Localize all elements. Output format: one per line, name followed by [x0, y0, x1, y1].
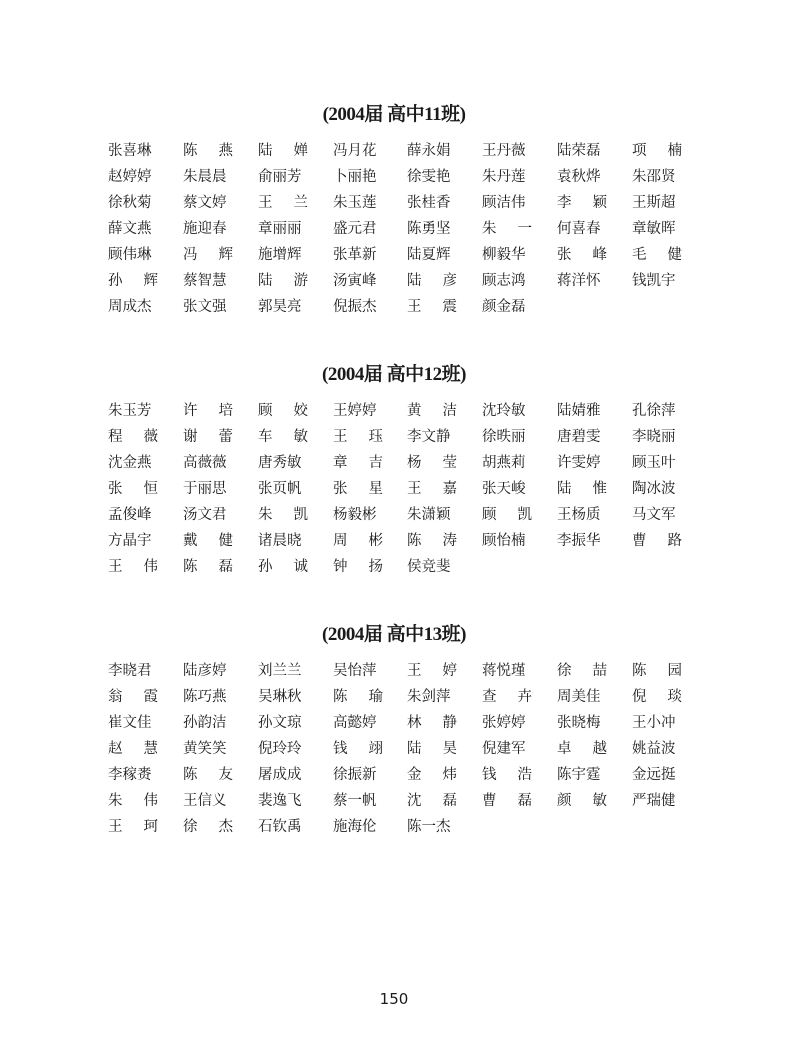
section-title: (2004届 高中11班)	[322, 104, 466, 125]
student-name: 唐碧雯	[557, 429, 601, 445]
student-name: 王 珂	[108, 819, 158, 835]
student-name: 朱剑萍	[407, 689, 451, 705]
student-name: 方晶宇	[108, 533, 152, 549]
student-name: 张晓梅	[557, 715, 601, 731]
student-name: 倪振杰	[333, 299, 377, 315]
student-name: 陆 婵	[258, 143, 308, 159]
student-name: 陆夏辉	[407, 247, 451, 263]
student-name: 周成杰	[108, 299, 152, 315]
student-name: 刘兰兰	[258, 663, 302, 679]
name-row	[108, 791, 708, 817]
name-row	[108, 141, 708, 167]
student-name: 裴逸飞	[258, 793, 302, 809]
student-name: 张婷婷	[482, 715, 526, 731]
student-name: 翁 霞	[108, 689, 158, 705]
student-name: 周 彬	[333, 533, 383, 549]
student-name: 陶冰波	[632, 481, 676, 497]
student-name: 马文军	[632, 507, 676, 523]
student-name: 张喜琳	[108, 143, 152, 159]
student-name: 张 峰	[557, 247, 607, 263]
student-name: 戴 健	[183, 533, 233, 549]
student-name: 金远挺	[632, 767, 676, 783]
name-row	[108, 531, 708, 557]
student-name: 章敏晖	[632, 221, 676, 237]
student-name: 黄 洁	[407, 403, 457, 419]
name-row	[108, 713, 708, 739]
student-name: 朱邵贤	[632, 169, 676, 185]
student-name: 陆荣磊	[557, 143, 601, 159]
student-name: 卜丽艳	[333, 169, 377, 185]
student-name: 陆 惟	[557, 481, 607, 497]
student-name: 许雯婷	[557, 455, 601, 471]
student-name: 高薇薇	[183, 455, 227, 471]
student-name: 李晓君	[108, 663, 152, 679]
student-name: 沈金燕	[108, 455, 152, 471]
student-name: 朱 凯	[258, 507, 308, 523]
student-name: 崔文佳	[108, 715, 152, 731]
student-name: 徐 杰	[183, 819, 233, 835]
student-name: 孙文琼	[258, 715, 302, 731]
name-row	[108, 427, 708, 453]
name-row	[108, 687, 708, 713]
student-name: 施海伦	[333, 819, 377, 835]
student-name: 倪建军	[482, 741, 526, 757]
name-row	[108, 557, 708, 583]
student-name: 俞丽芳	[258, 169, 302, 185]
student-name: 蔡一帆	[333, 793, 377, 809]
student-name: 杨毅彬	[333, 507, 377, 523]
student-name: 张天峻	[482, 481, 526, 497]
student-name: 吴怡萍	[333, 663, 377, 679]
name-grid	[108, 141, 708, 323]
student-name: 杨 莹	[407, 455, 457, 471]
student-name: 石钦禹	[258, 819, 302, 835]
name-row	[108, 765, 708, 791]
student-name: 陈巧燕	[183, 689, 227, 705]
name-row	[108, 817, 708, 843]
student-name: 林 静	[407, 715, 457, 731]
student-name: 程 薇	[108, 429, 158, 445]
student-name: 王杨质	[557, 507, 601, 523]
student-name: 屠成成	[258, 767, 302, 783]
student-name: 顾 凯	[482, 507, 532, 523]
student-name: 薛永娟	[407, 143, 451, 159]
student-name: 王 兰	[258, 195, 308, 211]
student-name: 沈 磊	[407, 793, 457, 809]
student-name: 钱凯宇	[632, 273, 676, 289]
student-name: 陆彦婷	[183, 663, 227, 679]
student-name: 朱玉莲	[333, 195, 377, 211]
student-name: 蔡智慧	[183, 273, 227, 289]
name-row	[108, 193, 708, 219]
student-name: 唐秀敏	[258, 455, 302, 471]
student-name: 颜金磊	[482, 299, 526, 315]
student-name: 朱潇颖	[407, 507, 451, 523]
student-name: 周美佳	[557, 689, 601, 705]
student-name: 陆 游	[258, 273, 308, 289]
student-name: 项 楠	[632, 143, 682, 159]
student-name: 孔徐萍	[632, 403, 676, 419]
student-name: 李文静	[407, 429, 451, 445]
student-name: 张桂香	[407, 195, 451, 211]
student-name: 柳毅华	[482, 247, 526, 263]
student-name: 张文强	[183, 299, 227, 315]
student-name: 王信义	[183, 793, 227, 809]
student-name: 高懿婷	[333, 715, 377, 731]
student-name: 孙 辉	[108, 273, 158, 289]
student-name: 陆 彦	[407, 273, 457, 289]
student-name: 袁秋烨	[557, 169, 601, 185]
student-name: 徐雯艳	[407, 169, 451, 185]
student-name: 颜 敏	[557, 793, 607, 809]
student-name: 诸晨晓	[258, 533, 302, 549]
student-name: 钱 浩	[482, 767, 532, 783]
student-name: 陈宇霆	[557, 767, 601, 783]
student-name: 张革新	[333, 247, 377, 263]
name-row	[108, 219, 708, 245]
name-row	[108, 401, 708, 427]
student-name: 郭昊亮	[258, 299, 302, 315]
student-name: 顾 姣	[258, 403, 308, 419]
student-name: 顾伟琳	[108, 247, 152, 263]
student-name: 姚益波	[632, 741, 676, 757]
student-name: 金 炜	[407, 767, 457, 783]
student-name: 施增辉	[258, 247, 302, 263]
name-row	[108, 739, 708, 765]
student-name: 侯竞斐	[407, 559, 451, 575]
student-name: 朱丹莲	[482, 169, 526, 185]
student-name: 钟 扬	[333, 559, 383, 575]
name-row	[108, 245, 708, 271]
student-name: 朱玉芳	[108, 403, 152, 419]
student-name: 孟俊峰	[108, 507, 152, 523]
student-name: 汤寅峰	[333, 273, 377, 289]
student-name: 蔡文婷	[183, 195, 227, 211]
student-name: 徐 喆	[557, 663, 607, 679]
student-name: 陆婧雅	[557, 403, 601, 419]
student-name: 陈 涛	[407, 533, 457, 549]
student-name: 陈 友	[183, 767, 233, 783]
student-name: 徐秋菊	[108, 195, 152, 211]
student-name: 王斯超	[632, 195, 676, 211]
student-name: 何喜春	[557, 221, 601, 237]
student-name: 顾玉叶	[632, 455, 676, 471]
student-name: 黄笑笑	[183, 741, 227, 757]
name-row	[108, 479, 708, 505]
student-name: 王丹薇	[482, 143, 526, 159]
student-name: 赵 慧	[108, 741, 158, 757]
student-name: 许 培	[183, 403, 233, 419]
name-row	[108, 271, 708, 297]
student-name: 李 颖	[557, 195, 607, 211]
student-name: 冯月花	[333, 143, 377, 159]
student-name: 车 敏	[258, 429, 308, 445]
name-grid	[108, 401, 708, 583]
student-name: 李晓丽	[632, 429, 676, 445]
student-name: 查 卉	[482, 689, 532, 705]
section-title: (2004届 高中12班)	[322, 364, 466, 385]
section-title: (2004届 高中13班)	[322, 624, 466, 645]
student-name: 陆 昊	[407, 741, 457, 757]
student-name: 薛文燕	[108, 221, 152, 237]
name-row	[108, 297, 708, 323]
student-name: 章 吉	[333, 455, 383, 471]
name-row	[108, 167, 708, 193]
student-name: 赵婷婷	[108, 169, 152, 185]
student-name: 汤文君	[183, 507, 227, 523]
student-name: 倪玲玲	[258, 741, 302, 757]
student-name: 蒋洋怀	[557, 273, 601, 289]
student-name: 章丽丽	[258, 221, 302, 237]
student-name: 张 星	[333, 481, 383, 497]
student-name: 顾洁伟	[482, 195, 526, 211]
student-name: 毛 健	[632, 247, 682, 263]
student-name: 曹 路	[632, 533, 682, 549]
student-name: 陈一杰	[407, 819, 451, 835]
student-name: 蒋悦瑾	[482, 663, 526, 679]
student-name: 陈 园	[632, 663, 682, 679]
student-name: 王 珏	[333, 429, 383, 445]
student-name: 胡燕莉	[482, 455, 526, 471]
student-name: 孙 诚	[258, 559, 308, 575]
student-name: 顾怡楠	[482, 533, 526, 549]
page-number: 150	[379, 990, 409, 1008]
student-name: 倪 琰	[632, 689, 682, 705]
student-name: 王婷婷	[333, 403, 377, 419]
student-name: 王小冲	[632, 715, 676, 731]
student-name: 王 婷	[407, 663, 457, 679]
student-name: 孙韵洁	[183, 715, 227, 731]
student-name: 徐昳丽	[482, 429, 526, 445]
student-name: 王 震	[407, 299, 457, 315]
student-name: 谢 蕾	[183, 429, 233, 445]
student-name: 顾志鸿	[482, 273, 526, 289]
student-name: 朱 伟	[108, 793, 158, 809]
student-name: 朱晨晨	[183, 169, 227, 185]
student-name: 陈 磊	[183, 559, 233, 575]
student-name: 于丽思	[183, 481, 227, 497]
student-name: 张页帆	[258, 481, 302, 497]
student-name: 陈 燕	[183, 143, 233, 159]
student-name: 沈玲敏	[482, 403, 526, 419]
name-grid	[108, 661, 708, 843]
student-name: 曹 磊	[482, 793, 532, 809]
student-name: 盛元君	[333, 221, 377, 237]
student-name: 王 伟	[108, 559, 158, 575]
student-name: 卓 越	[557, 741, 607, 757]
student-name: 李振华	[557, 533, 601, 549]
name-row	[108, 661, 708, 687]
student-name: 陈勇坚	[407, 221, 451, 237]
student-name: 王 嘉	[407, 481, 457, 497]
student-name: 陈 瑜	[333, 689, 383, 705]
student-name: 冯 辉	[183, 247, 233, 263]
student-name: 吴琳秋	[258, 689, 302, 705]
student-name: 李稼赉	[108, 767, 152, 783]
student-name: 朱 一	[482, 221, 532, 237]
name-row	[108, 505, 708, 531]
student-name: 徐振新	[333, 767, 377, 783]
student-name: 钱 翊	[333, 741, 383, 757]
name-row	[108, 453, 708, 479]
student-name: 张 恒	[108, 481, 158, 497]
student-name: 严瑞健	[632, 793, 676, 809]
student-name: 施迎春	[183, 221, 227, 237]
